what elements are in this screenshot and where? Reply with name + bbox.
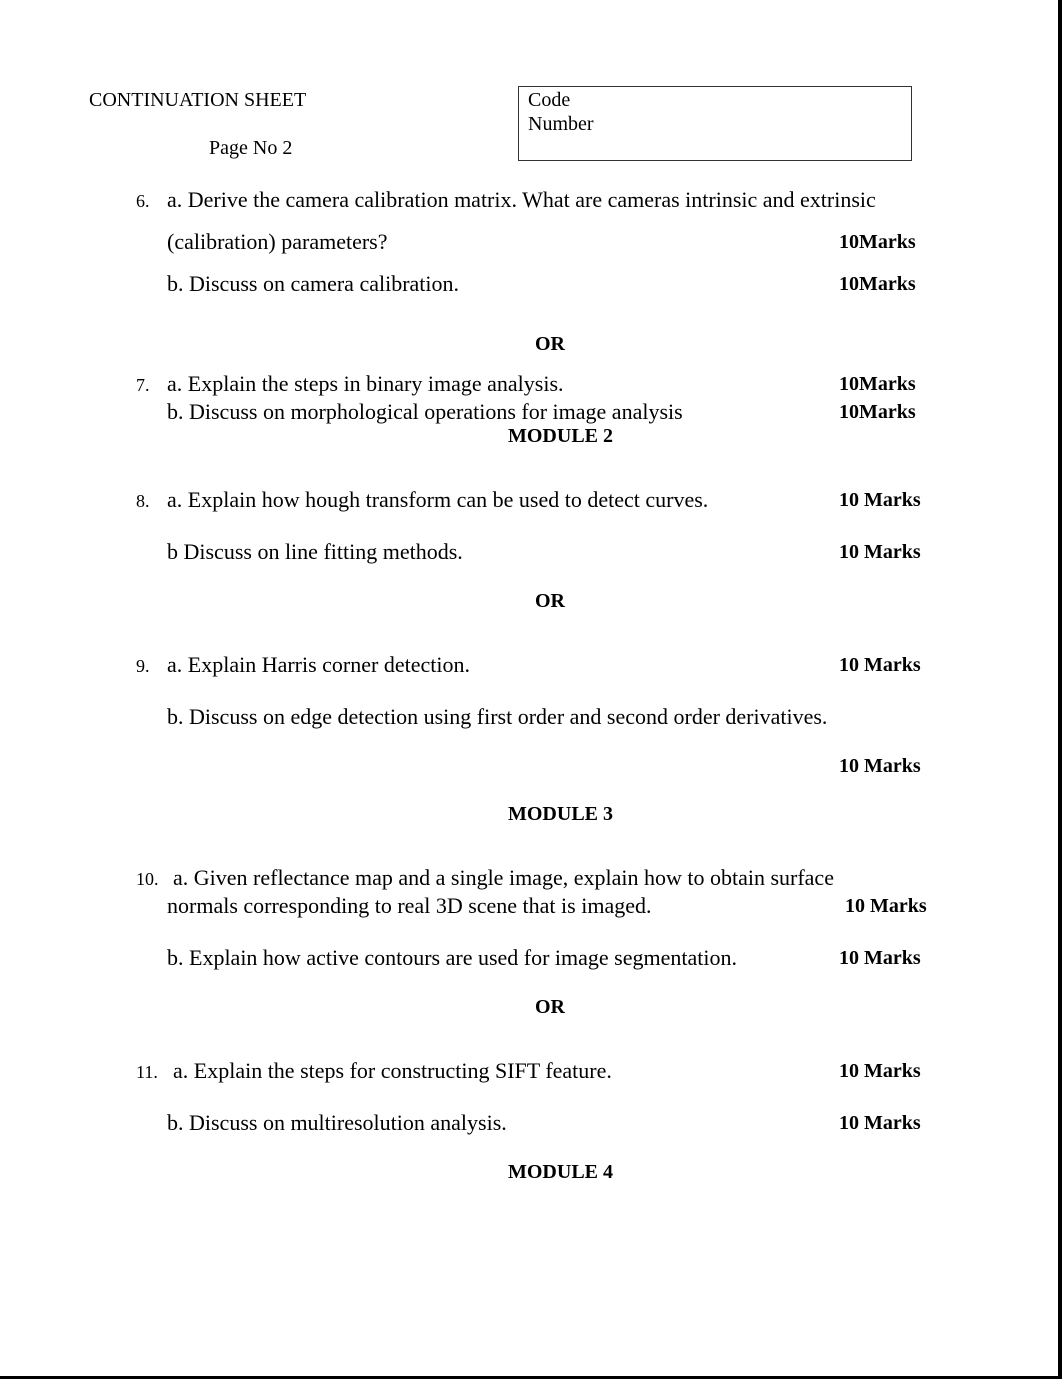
question-text: a. Derive the camera calibration matrix. What are cameras intrinsic and extrinsic [167,187,876,212]
question-text: a. Explain how hough transform can be used to detect curves. [167,487,709,512]
question-text: a. Given reflectance map and a single image, explain how to obtain surface [173,865,834,890]
question-text: (calibration) parameters? [167,229,388,254]
question-text: b. Explain how active contours are used for image segmentation. [167,945,737,970]
or-separator: OR [535,590,565,612]
marks: 10 Marks [839,1060,921,1082]
module-heading: MODULE 3 [508,803,613,825]
marks: 10 Marks [839,654,921,676]
question-text: b. Discuss on multiresolution analysis. [167,1110,507,1135]
question-number: 8. [136,491,150,511]
marks: 10 Marks [839,541,921,563]
question-number: 9. [136,656,150,676]
marks: 10 Marks [839,489,921,511]
marks: 10Marks [839,401,916,423]
question-text: b. Discuss on morphological operations for image analysis [167,399,683,424]
or-separator: OR [535,996,565,1018]
sheet-title: CONTINUATION SHEET [89,89,307,111]
or-separator: OR [535,333,565,355]
module-heading: MODULE 4 [508,1161,613,1183]
marks: 10 Marks [845,895,927,917]
question-text: a. Explain the steps for constructing SIFT feature. [173,1058,612,1083]
question-number: 6. [136,191,150,211]
marks: 10 Marks [839,1112,921,1134]
question-number: 7. [136,375,150,395]
page-border-right [1058,0,1062,1379]
marks: 10Marks [839,273,916,295]
number-label: Number [528,113,594,135]
marks: 10 Marks [839,947,921,969]
question-text: b. Discuss on camera calibration. [167,271,460,296]
question-text: a. Explain the steps in binary image analysis. [167,371,564,396]
question-text: a. Explain Harris corner detection. [167,652,470,677]
question-number: 11. [136,1062,158,1082]
marks: 10Marks [839,231,916,253]
question-number: 10. [136,869,159,889]
page-number: Page No 2 [209,137,293,159]
module-heading: MODULE 2 [508,425,613,447]
marks: 10Marks [839,373,916,395]
question-text: normals corresponding to real 3D scene that is imaged. [167,893,652,918]
marks: 10 Marks [839,755,921,777]
question-text: b. Discuss on edge detection using first order and second order derivatives. [167,704,828,729]
code-label: Code [528,89,571,111]
question-text: b Discuss on line fitting methods. [167,539,463,564]
